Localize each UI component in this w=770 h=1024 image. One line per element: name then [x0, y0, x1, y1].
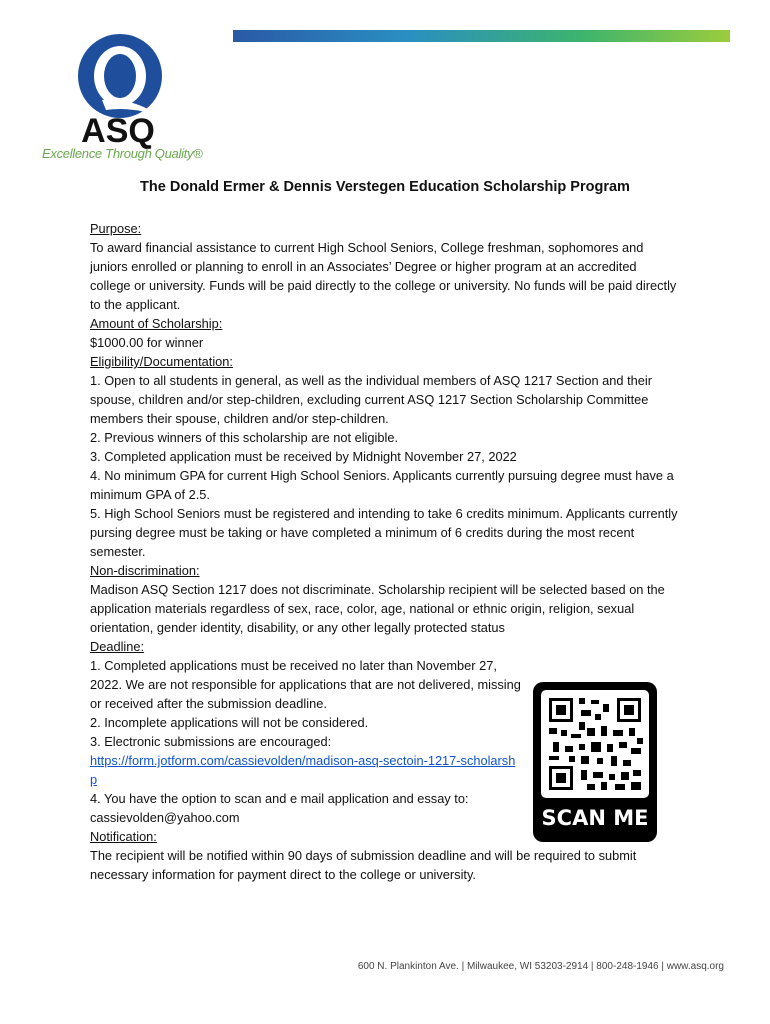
contact-email[interactable]: cassievolden@yahoo.com: [90, 810, 240, 825]
deadline-heading: Deadline:: [90, 639, 145, 654]
deadline-item: 1. Completed applications must be received no later than November 27, 2022. We are not responsible for applications that are not delivered, missing or received after the submission deadline.: [90, 658, 521, 711]
document-title: The Donald Ermer & Dennis Verstegen Education Scholarship Program: [140, 179, 630, 195]
purpose-text: To award financial assistance to current High School Seniors, College freshman, sophomores and juniors enrolled or planning to enroll in an Associates’ Degree or higher program at an accredited college or university. Funds will be paid directly to the college or university. No funds will be paid directly to the applicant.: [90, 240, 677, 312]
logo-wordmark: ASQ: [81, 112, 155, 150]
eligibility-item: 2. Previous winners of this scholarship are not eligible.: [90, 430, 398, 445]
logo-tagline: Excellence Through Quality®: [42, 146, 203, 161]
logo-q-hole: [104, 54, 136, 98]
header-gradient-bar: [233, 30, 730, 42]
footer-address: 600 N. Plankinton Ave. | Milwaukee, WI 53203-2914 | 800-248-1946 | www.asq.org: [357, 961, 724, 972]
nondiscrimination-text: Madison ASQ Section 1217 does not discriminate. Scholarship recipient will be selected based on the application materials regardless of sex, race, color, age, national or ethnic origin, religion, sexual orientation, gender identity, disability, or any other legally protected status: [90, 582, 665, 635]
amount-text: $1000.00 for winner: [90, 335, 204, 350]
deadline-item: 2. Incomplete applications will not be considered.: [90, 715, 369, 730]
eligibility-item: 5. High School Seniors must be registered and intending to take 6 credits minimum. Applicants currently pursing degree must be taking or have completed a minimum of 6 credits during the most recent semester.: [90, 506, 678, 559]
eligibility-item: 3. Completed application must be received by Midnight November 27, 2022: [90, 449, 517, 464]
eligibility-heading: Eligibility/Documentation:: [90, 354, 233, 369]
amount-heading: Amount of Scholarship:: [90, 316, 223, 331]
purpose-heading: Purpose:: [90, 221, 142, 236]
notification-heading: Notification:: [90, 829, 157, 844]
qr-scan-label: SCAN ME: [541, 806, 649, 830]
qr-code-badge[interactable]: [533, 682, 657, 842]
deadline-item: 4. You have the option to scan and e mail application and essay to:: [90, 791, 469, 806]
qr-code: [541, 690, 649, 798]
qr-pattern: [541, 690, 649, 798]
deadline-item: 3. Electronic submissions are encouraged:: [90, 734, 332, 749]
nondiscrimination-heading: Non-discrimination:: [90, 563, 200, 578]
notification-text: The recipient will be notified within 90 days of submission deadline and will be required to submit necessary information for payment direct to the college or university.: [90, 848, 637, 882]
eligibility-item: 1. Open to all students in general, as well as the individual members of ASQ 1217 Section and their spouse, children and/or step-children, excluding current ASQ 1217 Section Scholarship Committee members their spouse, children and/or step-children.: [90, 373, 652, 426]
asq-logo: [40, 26, 203, 166]
application-link[interactable]: https://form.jotform.com/cassievolden/madison-asq-sectoin-1217-scholarshp: [90, 753, 516, 787]
eligibility-item: 4. No minimum GPA for current High School Seniors. Applicants currently pursuing degree must have a minimum GPA of 2.5.: [90, 468, 674, 502]
